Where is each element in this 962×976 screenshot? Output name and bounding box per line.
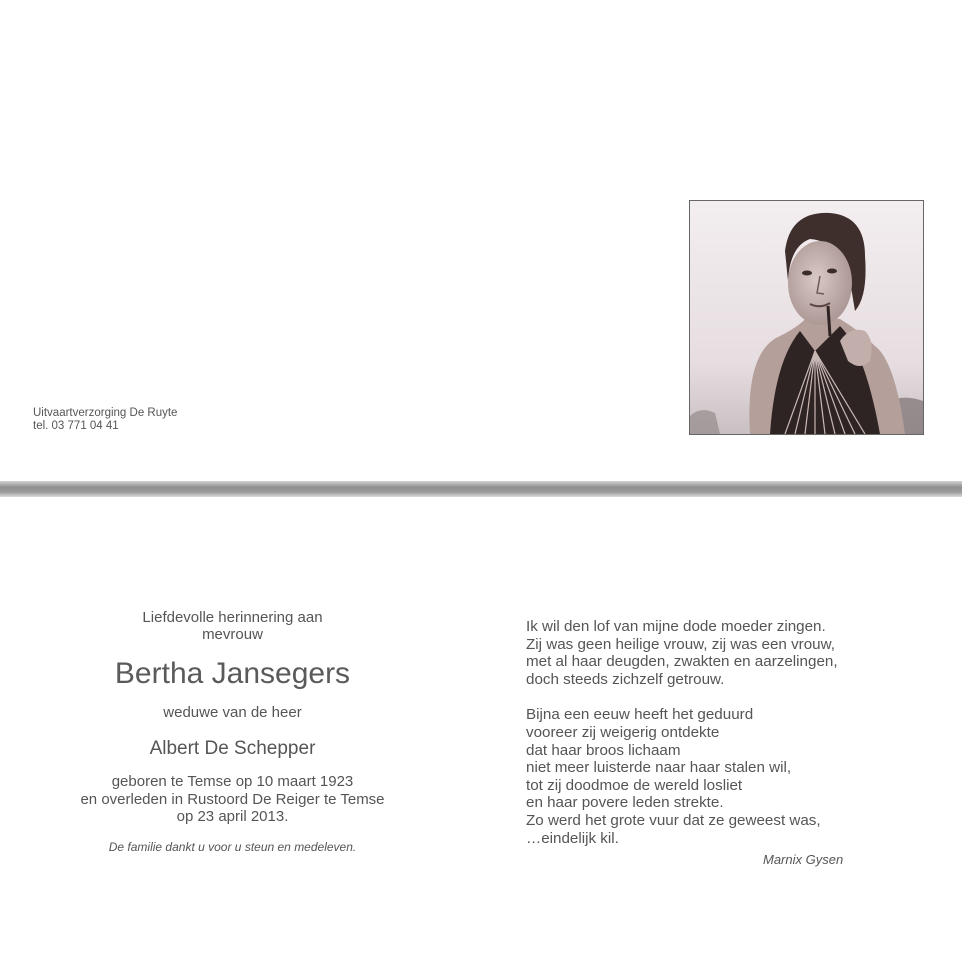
- poem-line: tot zij doodmoe de wereld losliet: [526, 776, 743, 794]
- poem-line: Bijna een eeuw heeft het geduurd: [526, 706, 754, 724]
- portrait-photo: [689, 200, 924, 435]
- memorial-text: [60, 609, 405, 854]
- poem-line: doch steeds zichzelf getrouw.: [526, 670, 725, 688]
- poem-line: Zo werd het grote vuur dat ze geweest was,: [526, 811, 821, 829]
- poem: [526, 618, 916, 865]
- poem-stanza-1: [526, 618, 916, 688]
- thanks-line: De familie dankt u voor u steun en medeleven.: [108, 839, 357, 854]
- deceased-name: Bertha Jansegers: [114, 657, 351, 690]
- portrait-illustration: [690, 201, 923, 434]
- poem-line: vooreer zij weigerig ontdekte: [526, 723, 720, 741]
- poem-line: …eindelijk kil.: [526, 829, 619, 847]
- poem-line: Ik wil den lof van mijne dode moeder zingen.: [526, 618, 826, 635]
- death-date-line: op 23 april 2013.: [176, 808, 289, 825]
- widow-line: weduwe van de heer: [163, 704, 302, 721]
- dates-block: [60, 773, 405, 826]
- intro-line: Liefdevolle herinnering aan: [142, 609, 323, 626]
- title-mevrouw: mevrouw: [202, 626, 263, 643]
- poem-author: Marnix Gysen: [763, 852, 844, 867]
- fold-line: [0, 481, 962, 497]
- birth-line: geboren te Temse op 10 maart 1923: [111, 773, 354, 790]
- poem-line: Zij was geen heilige vrouw, zij was een vrouw,: [526, 635, 835, 653]
- poem-line: met al haar deugden, zwakten en aarzelingen,: [526, 653, 838, 671]
- husband-name: Albert De Schepper: [149, 738, 316, 759]
- funeral-home-phone: tel. 03 771 04 41: [33, 420, 119, 432]
- funeral-home-name: Uitvaartverzorging De Ruyte: [33, 407, 178, 419]
- poem-line: dat haar broos lichaam: [526, 741, 681, 759]
- death-place-line: en overleden in Rustoord De Reiger te Temse: [80, 790, 385, 808]
- poem-stanza-2: [526, 706, 916, 847]
- poem-line: niet meer luisterde naar haar stalen wil,: [526, 759, 792, 777]
- funeral-home-info: [33, 407, 177, 433]
- poem-line: en haar povere leden strekte.: [526, 794, 724, 812]
